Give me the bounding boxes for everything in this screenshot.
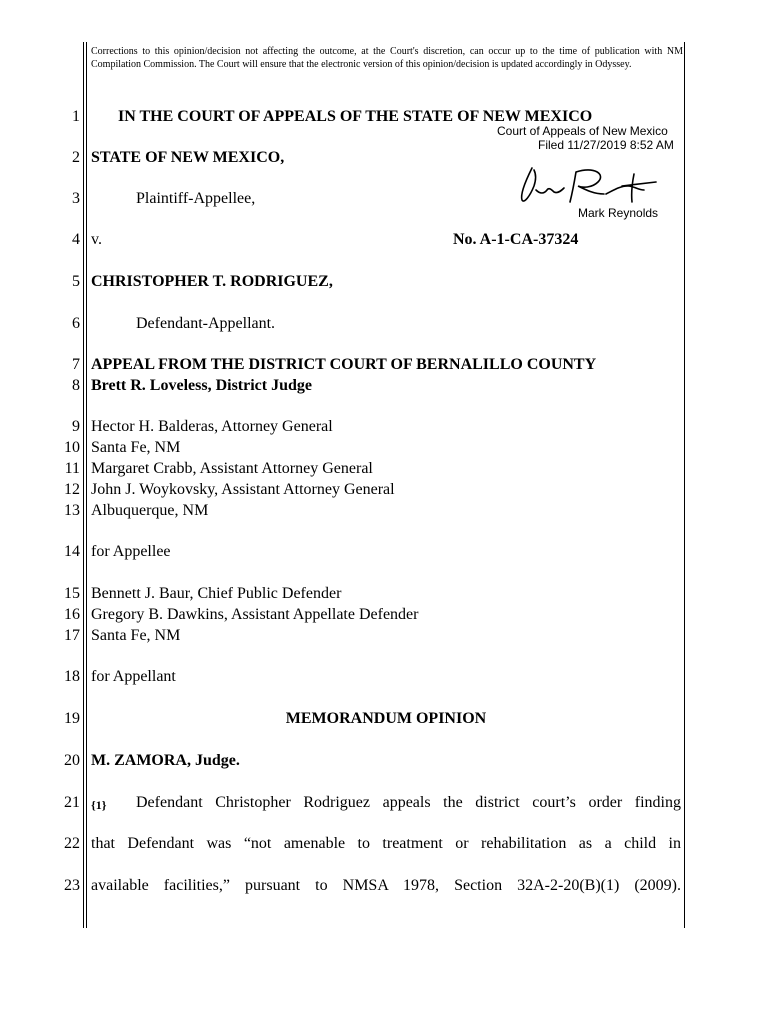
line-number: 7 <box>72 356 80 373</box>
opinion-body-line: Defendant Christopher Rodriguez appeals the district court’s order finding <box>136 794 681 811</box>
appellee-counsel-line: Santa Fe, NM <box>91 439 181 456</box>
appellant-counsel-line: Gregory B. Dawkins, Assistant Appellate Defender <box>91 606 419 623</box>
line-number: 9 <box>72 418 80 435</box>
opinion-title: MEMORANDUM OPINION <box>285 710 487 727</box>
line-number: 22 <box>64 835 80 852</box>
stamp-filed: Filed 11/27/2019 8:52 AM <box>538 138 674 152</box>
defendant-role: Defendant-Appellant. <box>136 315 276 332</box>
line-number: 6 <box>72 315 80 332</box>
line-number: 19 <box>64 710 80 727</box>
district-judge-line: Brett R. Loveless, District Judge <box>91 377 312 394</box>
appellee-counsel-line: Margaret Crabb, Assistant Attorney General <box>91 460 373 477</box>
line-number: 11 <box>64 460 80 477</box>
defendant-name: CHRISTOPHER T. RODRIGUEZ, <box>91 273 333 290</box>
case-number: No. A-1-CA-37324 <box>453 231 579 248</box>
paragraph-number: {1} <box>91 798 107 812</box>
line-number: 3 <box>72 190 80 207</box>
line-number: 12 <box>64 481 80 498</box>
appellee-counsel-line: John J. Woykovsky, Assistant Attorney General <box>91 481 395 498</box>
appellee-counsel-line: Albuquerque, NM <box>91 502 209 519</box>
stamp-court: Court of Appeals of New Mexico <box>497 124 668 138</box>
appellant-counsel-line: Bennett J. Baur, Chief Public Defender <box>91 585 342 602</box>
right-margin-rule <box>684 42 685 928</box>
line-number: 14 <box>64 543 80 560</box>
corrections-note: Corrections to this opinion/decision not affecting the outcome, at the Court's discretion, can occur up to the time of publication with NM Compilation Commission. The Court will ensure that the electronic version of this opinion/decision is updated accordingly in Odyssey. <box>91 46 683 70</box>
line-number: 18 <box>64 668 80 685</box>
line-number: 23 <box>64 877 80 894</box>
clerk-signature <box>514 160 664 210</box>
plaintiff-role: Plaintiff-Appellee, <box>136 190 256 207</box>
opinion-body-line: that Defendant was “not amenable to treatment or rehabilitation as a child in <box>91 835 681 852</box>
court-title: IN THE COURT OF APPEALS OF THE STATE OF NEW MEXICO <box>118 108 593 125</box>
versus: v. <box>91 231 102 248</box>
stamp-clerk: Mark Reynolds <box>578 206 659 220</box>
left-margin-rule-outer <box>83 42 84 928</box>
opinion-author: M. ZAMORA, Judge. <box>91 752 240 769</box>
appellant-counsel-line: Santa Fe, NM <box>91 627 181 644</box>
plaintiff-name: STATE OF NEW MEXICO, <box>91 149 285 166</box>
line-number: 20 <box>64 752 80 769</box>
line-number: 4 <box>72 231 80 248</box>
line-number: 10 <box>64 439 80 456</box>
left-margin-rule-inner <box>86 42 87 928</box>
line-number: 17 <box>64 627 80 644</box>
appeal-court-line: APPEAL FROM THE DISTRICT COURT OF BERNALILLO COUNTY <box>91 356 597 373</box>
for-appellee: for Appellee <box>91 543 171 560</box>
opinion-body-line: available facilities,” pursuant to NMSA 1978, Section 32A-2-20(B)(1) (2009). <box>91 877 681 894</box>
line-number: 21 <box>64 794 80 811</box>
line-number: 15 <box>64 585 80 602</box>
line-number: 8 <box>72 377 80 394</box>
appellee-counsel-line: Hector H. Balderas, Attorney General <box>91 418 333 435</box>
for-appellant: for Appellant <box>91 668 176 685</box>
line-number: 1 <box>72 108 80 125</box>
line-number: 5 <box>72 273 80 290</box>
line-number: 16 <box>64 606 80 623</box>
line-number: 2 <box>72 149 80 166</box>
line-number: 13 <box>64 502 80 519</box>
